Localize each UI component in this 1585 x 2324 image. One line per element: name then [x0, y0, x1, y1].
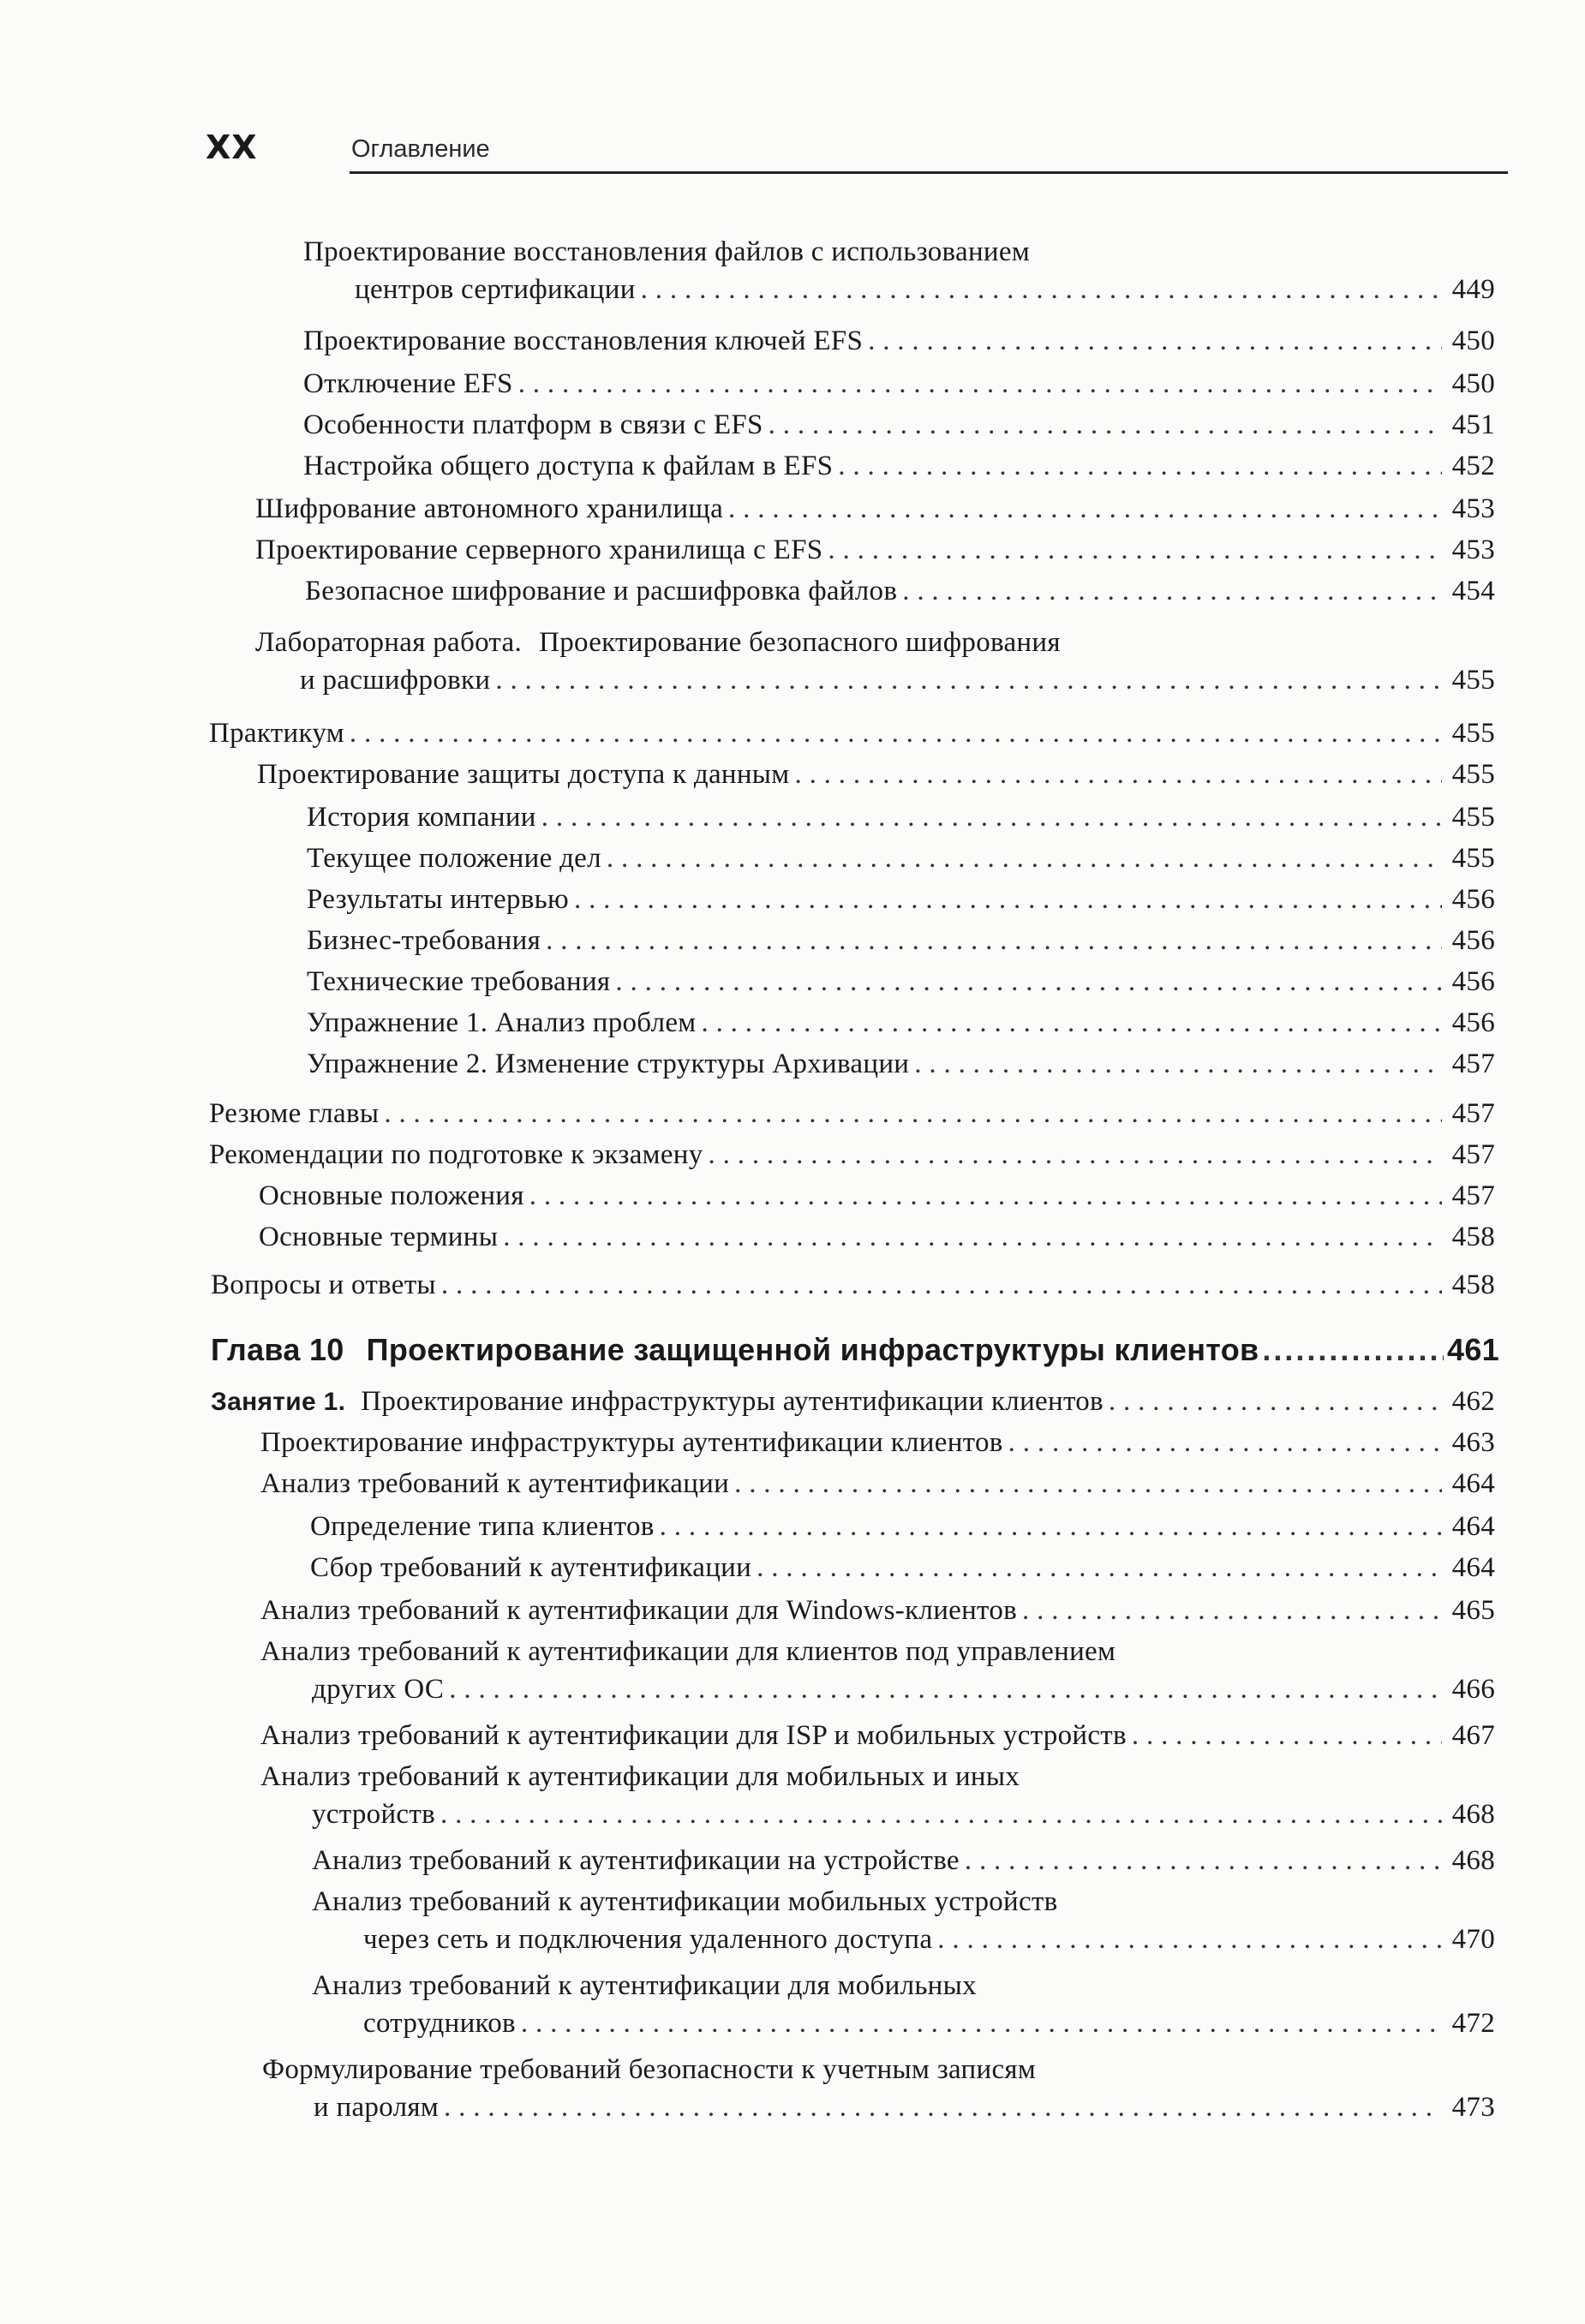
toc-entry	[310, 1549, 1495, 1586]
toc-entry	[209, 1136, 1495, 1174]
toc-leader-dots	[503, 1218, 1442, 1256]
toc-page-number: 457	[1451, 1048, 1495, 1079]
toc-page-number: 453	[1451, 493, 1495, 524]
toc-page-number: 455	[1451, 802, 1495, 833]
toc-page-number: 464	[1451, 1468, 1495, 1499]
toc-entry	[209, 714, 1495, 752]
toc-page-number: 458	[1451, 1222, 1495, 1252]
toc-leader-dots	[641, 271, 1442, 308]
toc-leader-dots	[449, 1670, 1442, 1708]
toc-entry-title: Основные положения	[259, 1180, 524, 1211]
toc-leader-dots	[838, 447, 1442, 485]
toc-page-number: 464	[1451, 1552, 1495, 1583]
toc-entry-line	[255, 624, 1495, 661]
toc-entry	[303, 406, 1495, 444]
toc-entry-title: Сбор требований к аутентификации	[310, 1552, 752, 1583]
toc-leader-dots	[495, 661, 1442, 699]
toc-entry	[303, 365, 1495, 403]
toc-entry	[307, 881, 1495, 918]
toc-entry	[255, 531, 1495, 569]
toc-entry-title: Анализ требований к аутентификации	[260, 1468, 730, 1499]
toc-page-number: 470	[1451, 1924, 1495, 1955]
toc-leader-dots	[709, 1136, 1442, 1174]
toc-page-number: 456	[1451, 884, 1495, 915]
toc-page-number: 455	[1451, 718, 1495, 749]
toc-leader-dots	[965, 1842, 1442, 1879]
toc-page-number: 461	[1447, 1332, 1499, 1367]
toc-page-number: 472	[1451, 2008, 1495, 2039]
toc-leader-dots	[444, 2088, 1442, 2126]
toc-leader-dots	[937, 1921, 1442, 1958]
toc-entry	[260, 1633, 1495, 1708]
toc-entry-title: Рекомендации по подготовке к экзамену	[209, 1139, 703, 1170]
toc-entry-title: История компании	[307, 802, 536, 833]
chapter-label: Глава 10	[211, 1332, 344, 1367]
toc-leader-dots	[734, 1465, 1442, 1503]
toc-entry-title: Проектирование инфраструктуры аутентификации клиентов	[361, 1386, 1104, 1417]
toc-page-number: 450	[1451, 326, 1495, 356]
toc-page-number: 455	[1451, 759, 1495, 790]
toc-page-number: 455	[1451, 665, 1495, 696]
lesson-label: Занятие 1.	[211, 1388, 346, 1416]
toc-page-number: 462	[1451, 1386, 1495, 1417]
toc-chapter-entry	[211, 1329, 1499, 1371]
toc-entry	[257, 756, 1495, 793]
toc-page-number: 468	[1451, 1799, 1495, 1830]
toc-leader-dots	[1262, 1329, 1444, 1371]
toc-leader-dots	[1109, 1383, 1442, 1420]
toc-page-number: 457	[1451, 1139, 1495, 1170]
toc-entry-line	[255, 661, 1495, 699]
toc-entry-line	[312, 2004, 1495, 2042]
toc-entry-title: Проектирование серверного хранилища с EFS	[255, 535, 823, 565]
toc-entry	[312, 1967, 1495, 2042]
toc-entry	[303, 447, 1495, 485]
toc-page-number: 456	[1451, 966, 1495, 997]
chapter-title: Проектирование защищенной инфраструктуры клиентов	[366, 1332, 1259, 1367]
toc-leader-dots	[902, 572, 1442, 610]
toc-entry	[307, 1004, 1495, 1042]
toc-entry-title: и паролям	[314, 2092, 440, 2123]
toc-entry-title: Анализ требований к аутентификации для мобильных	[312, 1970, 977, 2001]
toc-entry-title: Безопасное шифрование и расшифровка файлов	[305, 576, 898, 606]
toc-page-number: 463	[1451, 1427, 1495, 1458]
toc-entry-line	[260, 1795, 1495, 1833]
toc-entry-line	[303, 271, 1495, 308]
toc-page-number: 456	[1451, 925, 1495, 956]
toc-entry-title: Проектирование восстановления ключей EFS	[303, 326, 864, 356]
lab-label: Лабораторная работа.	[255, 627, 523, 658]
toc-entry	[259, 1177, 1495, 1215]
toc-entry	[260, 1717, 1495, 1754]
toc-page-number: 473	[1451, 2092, 1495, 2123]
toc-leader-dots	[660, 1508, 1442, 1545]
toc-entry	[312, 1883, 1495, 1958]
toc-entry-lab	[255, 624, 1495, 699]
toc-entry	[259, 1218, 1495, 1256]
toc-entry-title: Основные термины	[259, 1222, 499, 1252]
toc-leader-dots	[518, 365, 1442, 403]
toc-page-number: 457	[1451, 1180, 1495, 1211]
toc-leader-dots	[440, 1795, 1442, 1833]
toc-entry-line	[260, 1670, 1495, 1708]
toc-entry-line	[312, 1921, 1495, 1958]
toc-entry	[307, 798, 1495, 836]
toc-entry	[209, 1095, 1495, 1132]
toc-entry-title: устройств	[312, 1799, 435, 1830]
running-title: Оглавление	[351, 135, 490, 163]
toc-entry-title: Проектирование инфраструктуры аутентификации клиентов	[260, 1427, 1003, 1458]
toc-leader-dots	[868, 322, 1442, 360]
toc-entry-title: Анализ требований к аутентификации мобильных устройств	[312, 1886, 1058, 1917]
toc-entry	[312, 1842, 1495, 1879]
toc-entry-title: сотрудников	[363, 2008, 516, 2039]
toc-page-number: 464	[1451, 1511, 1495, 1542]
toc-entry-title: Формулирование требований безопасности к учетным записям	[262, 2054, 1037, 2085]
toc-lesson-entry	[211, 1383, 1495, 1421]
toc-page-number: 466	[1451, 1674, 1495, 1705]
toc-entry-title: и расшифровки	[300, 665, 491, 696]
toc-leader-dots	[769, 406, 1442, 444]
toc-entry-title: Анализ требований к аутентификации для Windows-клиентов	[260, 1595, 1018, 1626]
toc-entry	[307, 963, 1495, 1001]
toc-entry-title: Результаты интервью	[307, 884, 569, 915]
toc-entry-title: Технические требования	[307, 966, 611, 997]
toc-entry-title: других ОС	[312, 1674, 445, 1705]
toc-page-number: 453	[1451, 535, 1495, 565]
toc-entry	[211, 1266, 1495, 1304]
toc-leader-dots	[529, 1177, 1442, 1215]
toc-entry	[303, 233, 1495, 308]
page-number-roman: XX	[206, 128, 258, 166]
toc-entry	[307, 922, 1495, 959]
toc-page-number: 465	[1451, 1595, 1495, 1626]
toc-entry-title: Шифрование автономного хранилища	[255, 493, 724, 524]
toc-page-number: 455	[1451, 843, 1495, 874]
toc-leader-dots	[615, 963, 1442, 1001]
toc-entry-line	[262, 2088, 1495, 2126]
toc-entry	[260, 1424, 1495, 1461]
toc-entry-title: Анализ требований к аутентификации на устройстве	[312, 1845, 960, 1876]
toc-entry-title: Проектирование безопасного шифрования	[539, 627, 1061, 658]
toc-page-number: 451	[1451, 409, 1495, 440]
toc-entry	[260, 1758, 1495, 1833]
toc-leader-dots	[1132, 1717, 1442, 1754]
toc-entry	[260, 1465, 1495, 1503]
toc-leader-dots	[914, 1045, 1442, 1083]
toc-leader-dots	[701, 1004, 1442, 1042]
toc-entry-title: Анализ требований к аутентификации для клиентов под управлением	[260, 1636, 1116, 1667]
toc-page-number: 456	[1451, 1007, 1495, 1038]
toc-leader-dots	[728, 490, 1442, 528]
toc-leader-dots	[828, 531, 1442, 569]
toc-entry	[310, 1508, 1495, 1545]
toc-leader-dots	[757, 1549, 1442, 1586]
toc-leader-dots	[794, 756, 1442, 793]
toc-page-number: 468	[1451, 1845, 1495, 1876]
toc-leader-dots	[574, 881, 1442, 918]
toc-entry-title: Особенности платформ в связи с EFS	[303, 409, 763, 440]
toc-entry	[307, 1045, 1495, 1083]
toc-leader-dots	[1022, 1592, 1442, 1629]
toc-page-number: 449	[1451, 274, 1495, 305]
toc-leader-dots	[350, 714, 1442, 752]
toc-entry-title: Упражнение 2. Изменение структуры Архивации	[307, 1048, 910, 1079]
toc-leader-dots	[384, 1095, 1442, 1132]
toc-entry-title: Бизнес-требования	[307, 925, 541, 956]
toc-entry	[303, 322, 1495, 360]
toc-page-number: 467	[1451, 1720, 1495, 1751]
toc-leader-dots	[1008, 1424, 1442, 1461]
toc-entry-title: Проектирование защиты доступа к данным	[257, 759, 790, 790]
toc-page-number: 450	[1451, 368, 1495, 399]
toc-entry-title: через сеть и подключения удаленного доступа	[363, 1924, 933, 1955]
toc-entry	[307, 839, 1495, 877]
toc-page-number: 452	[1451, 451, 1495, 481]
toc-entry-title: Текущее положение дел	[307, 843, 601, 874]
toc-entry-title: Упражнение 1. Анализ проблем	[307, 1007, 697, 1038]
toc-entry-title: Резюме главы	[209, 1098, 380, 1129]
toc-entry-title: Анализ требований к аутентификации для мобильных и иных	[260, 1761, 1020, 1792]
toc-leader-dots	[521, 2004, 1442, 2042]
toc-leader-dots	[541, 798, 1442, 836]
toc-entry-title: Вопросы и ответы	[211, 1270, 436, 1300]
toc-entry	[260, 1592, 1495, 1629]
toc-entry	[262, 2051, 1495, 2126]
toc-entry	[305, 572, 1495, 610]
toc-page-number: 454	[1451, 576, 1495, 606]
toc-entry	[255, 490, 1495, 528]
toc-entry-title: Проектирование восстановления файлов с использованием	[303, 236, 1031, 267]
toc-entry-title: Отключение EFS	[303, 368, 513, 399]
toc-entry-title: центров сертификации	[355, 274, 636, 305]
toc-leader-dots	[607, 839, 1442, 877]
toc-entry-title: Настройка общего доступа к файлам в EFS	[303, 451, 834, 481]
toc-entry-title: Определение типа клиентов	[310, 1511, 655, 1542]
toc-page-number: 457	[1451, 1098, 1495, 1129]
toc-page-number: 458	[1451, 1270, 1495, 1300]
toc-entry-title: Анализ требований к аутентификации для ISP и мобильных устройств	[260, 1720, 1127, 1751]
toc-leader-dots	[441, 1266, 1442, 1304]
toc-entry-title: Практикум	[209, 718, 344, 749]
toc-leader-dots	[546, 922, 1442, 959]
